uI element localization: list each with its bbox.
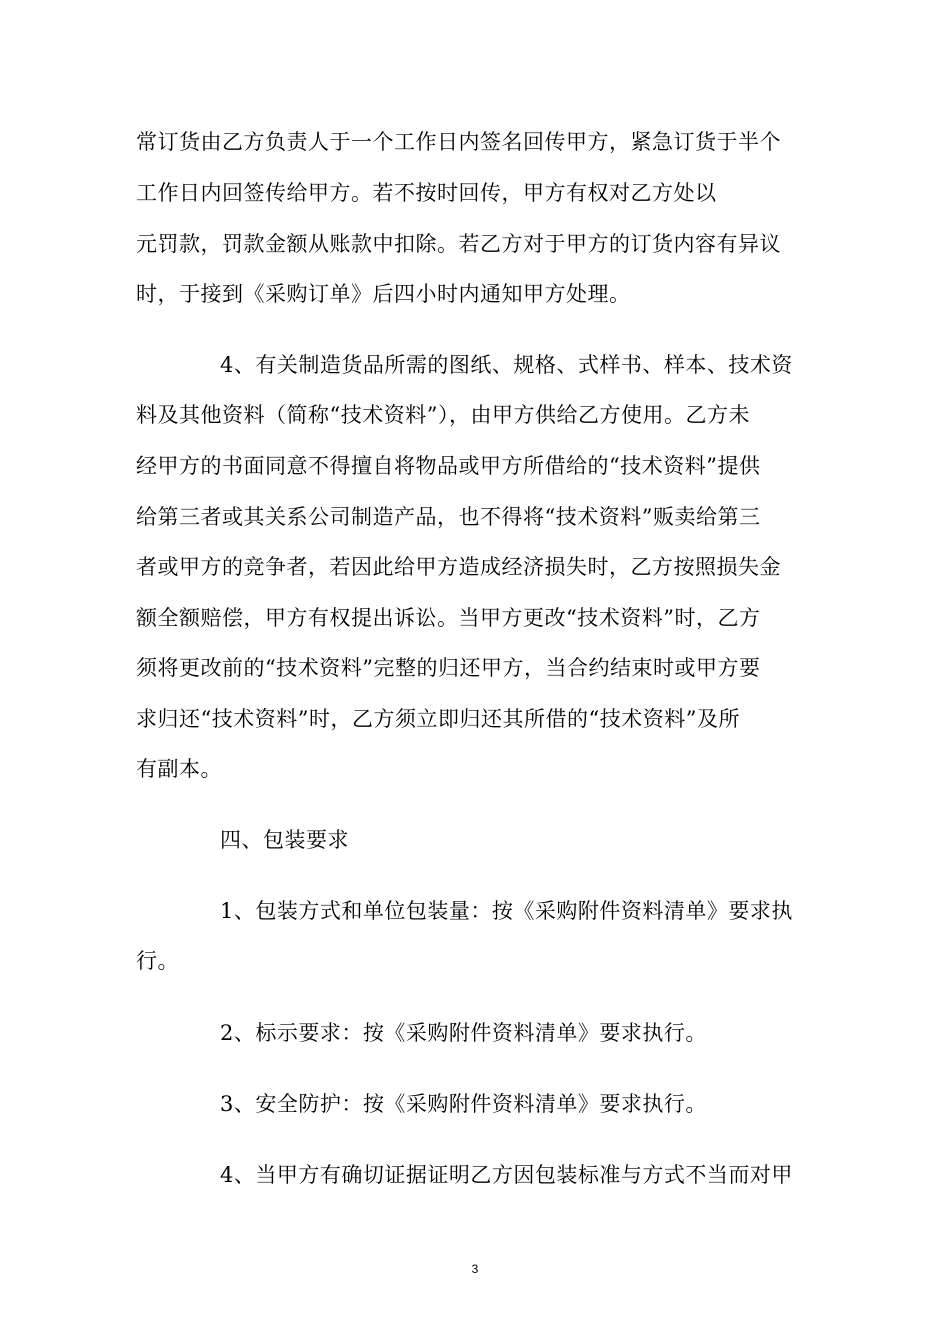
- text-line: 须将更改前的“技术资料”完整的归还甲方，当合约结束时或甲方要: [136, 656, 761, 680]
- text-line: 有副本。: [136, 757, 222, 781]
- page-number: 3: [471, 1262, 479, 1276]
- text-line: 行。: [136, 949, 179, 973]
- text-line: 1、包装方式和单位包装量：按《采购附件资料清单》要求执: [220, 899, 793, 923]
- section-heading: 四、包装要求: [220, 828, 349, 852]
- text-line: 经甲方的书面同意不得擅自将物品或甲方所借给的“技术资料”提供: [136, 454, 761, 478]
- text-line: 4、有关制造货品所需的图纸、规格、式样书、样本、技术资: [220, 353, 793, 377]
- text-line: 3、安全防护：按《采购附件资料清单》要求执行。: [220, 1092, 707, 1116]
- text-line: 求归还“技术资料”时，乙方须立即归还其所借的“技术资料”及所: [136, 707, 740, 731]
- text-line: 时，于接到《采购订单》后四小时内通知甲方处理。: [136, 282, 631, 306]
- text-line: 常订货由乙方负责人于一个工作日内签名回传甲方，紧急订货于半个: [136, 130, 781, 154]
- text-line: 元罚款，罚款金额从账款中扣除。若乙方对于甲方的订货内容有异议: [136, 232, 781, 256]
- text-line: 给第三者或其关系公司制造产品，也不得将“技术资料”贩卖给第三: [136, 505, 761, 529]
- text-line: 额全额赔偿，甲方有权提出诉讼。当甲方更改“技术资料”时，乙方: [136, 606, 761, 630]
- text-line: 料及其他资料（简称“技术资料”），由甲方供给乙方使用。乙方未: [136, 403, 750, 427]
- text-line: 4、当甲方有确切证据证明乙方因包装标准与方式不当而对甲: [220, 1163, 793, 1187]
- text-line: 者或甲方的竞争者，若因此给甲方造成经济损失时，乙方按照损失金: [136, 555, 781, 579]
- text-line: 工作日内回签传给甲方。若不按时回传，甲方有权对乙方处以: [136, 181, 717, 205]
- text-line: 2、标示要求：按《采购附件资料清单》要求执行。: [220, 1021, 707, 1045]
